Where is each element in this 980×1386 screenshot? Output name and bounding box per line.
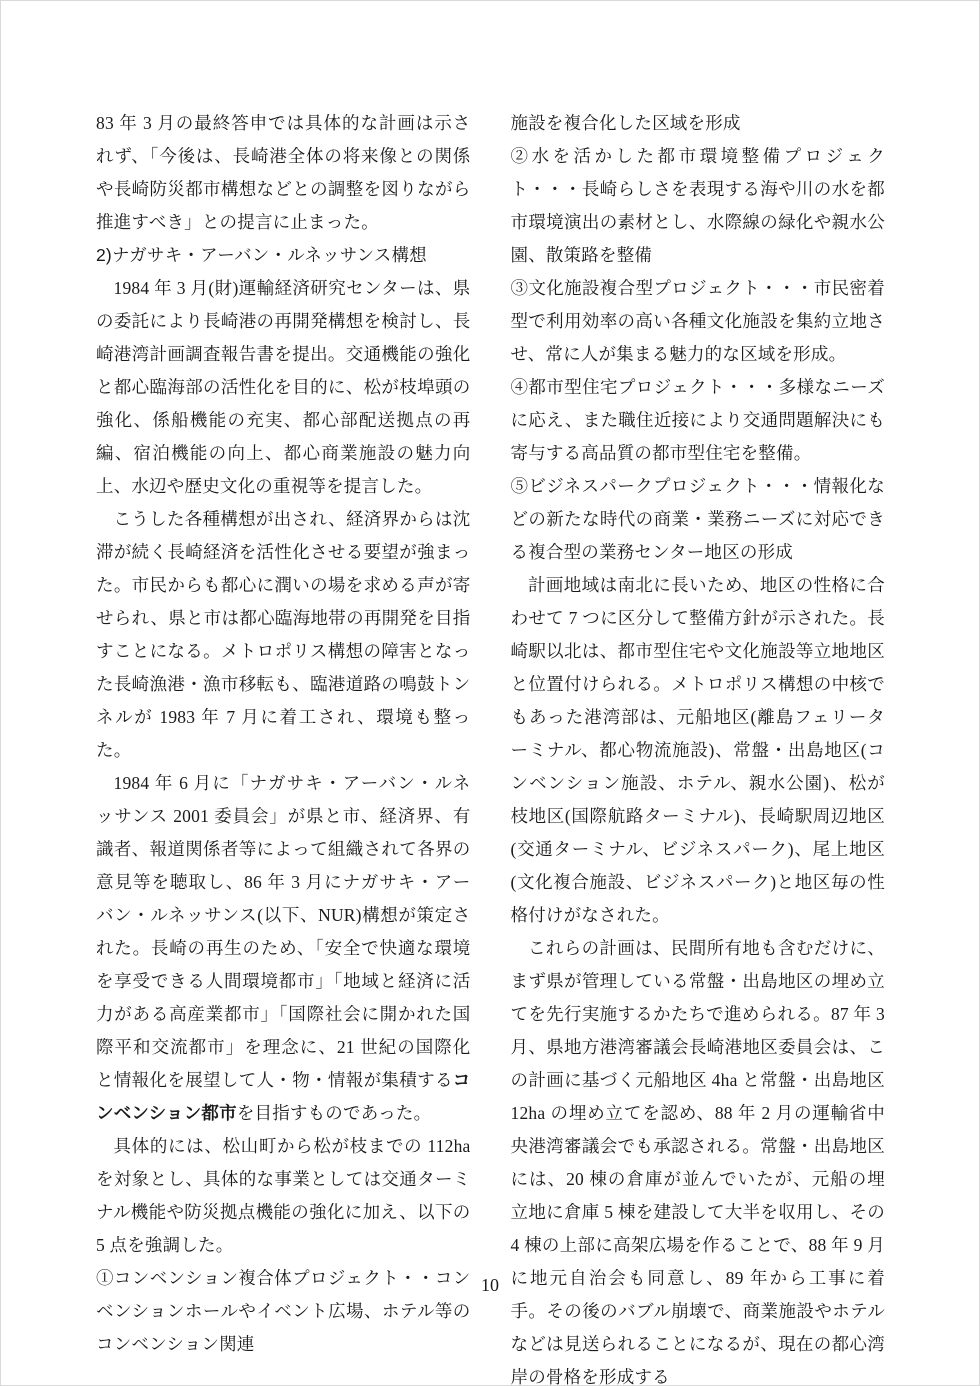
paragraph: ⑤ビジネスパークプロジェクト・・・情報化などの新たな時代の商業・業務ニーズに対応できる複合型の業務センター地区の形成 bbox=[510, 476, 885, 562]
paragraph: 計画地域は南北に長いため、地区の性格に合わせて 7 つに区分して整備方針が示された。長崎駅以北は、都市型住宅や文化施設等立地地区と位置付けられる。メトロポリス構想の中核でもあった港湾部は、元船地区(離島フェリーターミナル、都心物流施設)、常盤・出島地区(コンベンション施設、ホテル、親水公園)、松が枝地区(国際航路ターミナル)、長崎駅周辺地区(交通ターミナル、ビジネスパーク)、尾上地区(文化複合施設、ビジネスパーク)と地区毎の性格付けがなされた。 bbox=[510, 575, 885, 925]
paragraph-text: 1984 年 6 月に「ナガサキ・アーバン・ルネッサンス 2001 委員会」が県と市、経済界、有識者、報道関係者等によって組織されて各界の意見等を聴取し、86 年 3 月にナガサキ・アーバン・ルネッサンス(以下、NUR)構想が策定された。長崎の再生のため、「安全で快適な環境を享受できる人間環境都市」「地域と経済に活力がある高産業都市」「国際社会に開かれた国際平和交流都市」を理念に、21 世紀の国際化と情報化を展望して人・物・情報が集積する bbox=[96, 773, 471, 1090]
emphasized-term: コンベンション都市 bbox=[96, 1070, 471, 1123]
paragraph-text: を目指すものであった。 bbox=[236, 1103, 432, 1123]
section-heading: 2)ナガサキ・アーバン・ルネッサンス構想 bbox=[96, 245, 427, 265]
left-column bbox=[96, 107, 471, 1386]
paragraph: 具体的には、松山町から松が枝までの 112ha を対象とし、具体的な事業としては交通ターミナル機能や防災拠点機能の強化に加え、以下の 5 点を強調した。 bbox=[96, 1136, 471, 1255]
paragraph: 1984 年 3 月(財)運輸経済研究センターは、県の委託により長崎港の再開発構想を検討し、長崎港湾計画調査報告書を提出。交通機能の強化と都心臨海部の活性化を目的に、松が枝埠頭の強化、係船機能の充実、都心部配送拠点の再編、宿泊機能の向上、都心商業施設の魅力向上、水辺や歴史文化の重視等を提言した。 bbox=[96, 278, 471, 496]
paragraph: ②水を活かした都市環境整備プロジェクト・・・長崎らしさを表現する海や川の水を都市環境演出の素材とし、水際線の緑化や親水公園、散策路を整備 bbox=[510, 146, 885, 265]
two-column-layout bbox=[96, 107, 885, 1386]
paragraph: 83 年 3 月の最終答申では具体的な計画は示されず、「今後は、長崎港全体の将来像との関係や長崎防災都市構想などとの調整を図りながら推進すべき」との提言に止まった。 bbox=[96, 113, 471, 232]
paragraph: ①コンベンション複合体プロジェクト・・コンベンションホールやイベント広場、ホテル等のコンベンション関連 bbox=[96, 1268, 471, 1354]
paragraph: 施設を複合化した区域を形成 bbox=[510, 113, 741, 133]
page-number: 10 bbox=[481, 1275, 499, 1295]
paragraph: こうした各種構想が出され、経済界からは沈滞が続く長崎経済を活性化させる要望が強まった。市民からも都心に潤いの場を求める声が寄せられ、県と市は都心臨海地帯の再開発を目指すことになる。メトロポリス構想の障害となった長崎漁港・漁市移転も、臨港道路の鳴鼓トンネルが 1983 年 7 月に着工され、環境も整った。 bbox=[96, 509, 471, 760]
paragraph: ④都市型住宅プロジェクト・・・多様なニーズに応え、また職住近接により交通問題解決にも寄与する高品質の都市型住宅を整備。 bbox=[510, 377, 885, 463]
paragraph: これらの計画は、民間所有地も含むだけに、まず県が管理している常盤・出島地区の埋め立てを先行実施するかたちで進められる。87 年 3 月、県地方港湾審議会長崎港地区委員会は、この計画に基づく元船地区 4ha と常盤・出島地区 12ha の埋め立てを認め、88 年 2 月の運輸省中央港湾審議会でも承認される。常盤・出島地区には、20 棟の倉庫が並んでいたが、元船の埋立地に倉庫 5 棟を建設して大半を収用し、その 4 棟の上部に高架広場を作ることで、88 年 9 月に地元自治会も同意し、89 年から工事に着手。その後のバブル崩壊で、商業施設やホテルなどは見送られることになるが、現在の都心湾岸の骨格を形成する bbox=[510, 938, 885, 1386]
paragraph bbox=[96, 767, 471, 1130]
right-column bbox=[511, 107, 886, 1386]
paragraph: ③文化施設複合型プロジェクト・・・市民密着型で利用効率の高い各種文化施設を集約立地させ、常に人が集まる魅力的な区域を形成。 bbox=[510, 278, 885, 364]
